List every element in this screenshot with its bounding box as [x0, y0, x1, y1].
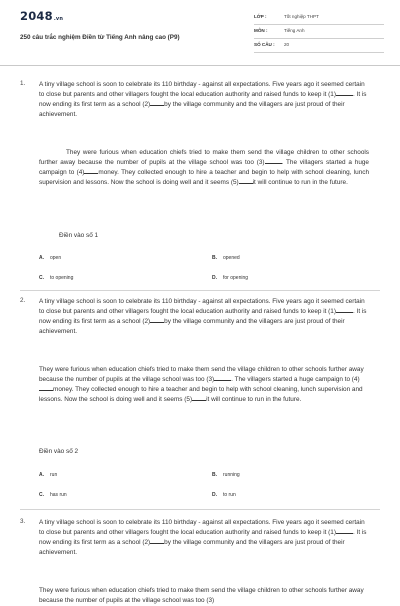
- logo-suffix: .vn: [53, 16, 64, 22]
- meta-row-class: [254, 12, 384, 25]
- passage-paragraph-1: A tiny village school is soon to celebrate its 110 birthday - against all expectations. Five years ago it seemed certain to close but parents and other villagers fought the local education authority and raised funds to keep it (1) . It is now ending its first term as a school (2) by the village community and the villagers are just proud of their achievement.: [39, 81, 367, 119]
- site-logo[interactable]: [20, 9, 63, 23]
- blank: [336, 91, 353, 96]
- meta-key: SỐ CÂU :: [254, 42, 275, 47]
- blank: [336, 529, 353, 534]
- meta-info: [254, 12, 384, 54]
- option-a[interactable]: A. open: [39, 255, 62, 261]
- question-prompt: Điền vào số 2: [39, 448, 79, 455]
- question-number: 2.: [20, 297, 26, 304]
- question-prompt: Điền vào số 1: [59, 232, 99, 239]
- meta-value: Tiếng Anh: [284, 28, 305, 33]
- question-number: 1.: [20, 80, 26, 87]
- blank: [265, 159, 282, 164]
- question-number: 3.: [20, 518, 26, 525]
- option-c[interactable]: C. to opening: [39, 275, 74, 281]
- option-a[interactable]: A. run: [39, 472, 58, 478]
- meta-row-count: [254, 40, 384, 53]
- blank: [150, 101, 164, 106]
- divider: [20, 290, 380, 291]
- passage-paragraph-1: A tiny village school is soon to celebrate its 110 birthday - against all expectations. Five years ago it seemed certain to close but parents and other villagers fought the local education authority and raised funds to keep it (1) . It is now ending its first term as a school (2) by the village community and the villagers are just proud of their achievement.: [39, 298, 367, 336]
- page-header: [0, 0, 400, 66]
- meta-value: Tốt nghiệp THPT: [284, 14, 319, 19]
- meta-row-subject: [254, 26, 384, 39]
- blank: [336, 308, 353, 313]
- passage-paragraph-2: They were furious when education chiefs tried to make them send the village children to other schools further away because the number of pupils at the village school was too (3) . The villagers started a huge campaign to (4)money. They collected enough to hire a teacher and begin to help with school cleaning, lunch supervision and lessons. Now the school is doing well and it seems (5) it will continue to run in the future.: [39, 366, 364, 404]
- blank: [150, 318, 164, 323]
- blank: [84, 169, 98, 174]
- option-b[interactable]: B. running: [212, 472, 240, 478]
- passage-paragraph-2: They were furious when education chiefs tried to make them send the village children to other schools further away because the number of pupils at the village school was too (3): [39, 587, 364, 605]
- page-title: 250 câu trắc nghiệm Điền từ Tiếng Anh nâng cao (P9): [20, 34, 180, 41]
- meta-key: LỚP :: [254, 14, 267, 19]
- blank: [39, 386, 53, 391]
- option-d[interactable]: D. to run: [212, 492, 236, 498]
- meta-value: 20: [284, 42, 290, 47]
- divider: [20, 509, 380, 510]
- logo-text: 2048: [20, 9, 53, 23]
- passage-paragraph-2: They were furious when education chiefs tried to make them send the village children to other schools further away because the number of pupils at the village school was too (3) . The villagers started a huge campaign to (4) money. They collected enough to hire a teacher and begin to help with school cleaning, lunch supervision and lessons. Now the school is doing well and it seems (5) it will continue to run in the future.: [39, 149, 369, 187]
- blank: [150, 539, 164, 544]
- blank: [192, 396, 206, 401]
- option-b[interactable]: B. opened: [212, 255, 240, 261]
- passage-paragraph-1: A tiny village school is soon to celebrate its 110 birthday - against all expectations. Five years ago it seemed certain to close but parents and other villagers fought the local education authority and raised funds to keep it (1) . It is now ending its first term as a school (2) by the village community and the villagers are just proud of their achievement.: [39, 519, 367, 557]
- option-d[interactable]: D. for opening: [212, 275, 249, 281]
- blank: [239, 179, 253, 184]
- meta-key: MÔN :: [254, 28, 268, 33]
- blank: [214, 376, 231, 381]
- option-c[interactable]: C. has run: [39, 492, 67, 498]
